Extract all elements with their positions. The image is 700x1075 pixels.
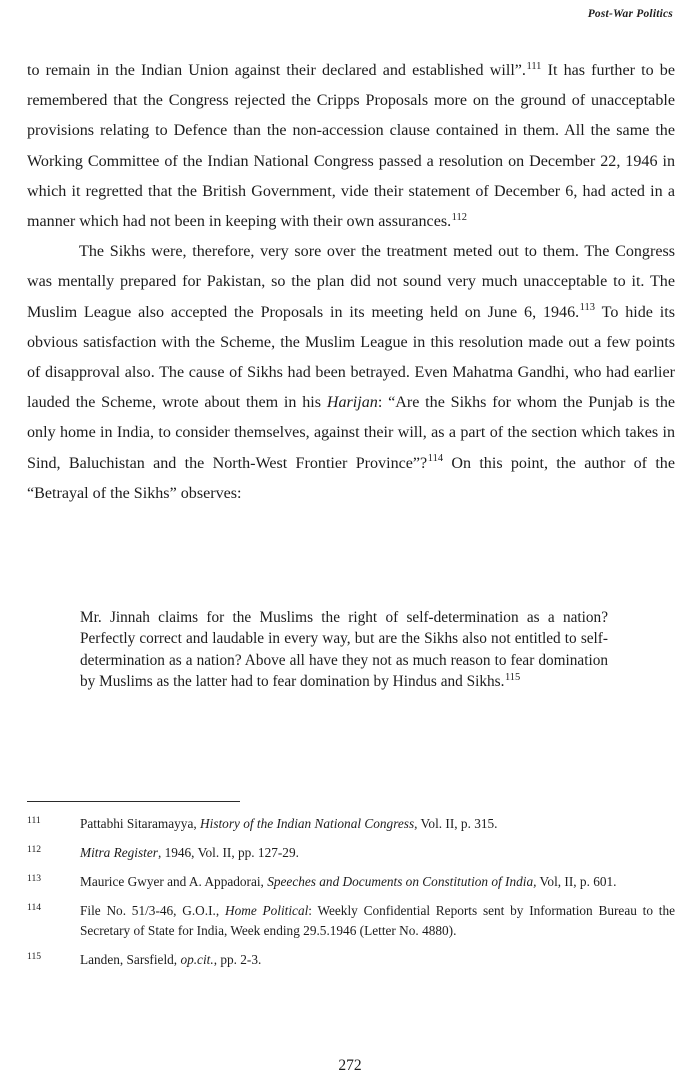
footnote-number: 115 [27, 950, 42, 962]
footnote-entry [27, 950, 675, 970]
block-quotation [80, 607, 608, 693]
footnote-reference: 111 [526, 60, 542, 72]
page-number: 272 [338, 1057, 362, 1074]
footnote-number: 111 [27, 815, 41, 826]
footnote-number: 113 [27, 873, 42, 885]
footnote-entry [27, 872, 675, 892]
running-head: Post-War Politics [587, 8, 673, 20]
footnote-text: Mitra Register, 1946, Vol. II, pp. 127-29. [80, 845, 299, 861]
footnote-reference: 113 [579, 302, 596, 314]
footnote-number: 114 [27, 902, 42, 914]
footnote-reference: 112 [451, 211, 468, 223]
footnotes-region [27, 814, 675, 970]
footnote-entry [27, 814, 675, 834]
paragraph: to remain in the Indian Union against their declared and established will”.$^{111}$ It has further to be remembered that the Congress rejected the Cripps Proposals more on the ground of unacceptable provisions relating to Defence than the non-accession clause contained in them. All the same the Working Committee of the Indian National Congress passed a resolution on December 22, 1946 in which it regretted that the British Government, vide their statement of December 6, had acted in a manner which had not been in keeping with their own assurances.$^{112}$ [27, 60, 675, 231]
footnote-reference: 115 [504, 672, 521, 684]
footnote-number: 112 [27, 844, 42, 856]
body-text-region [27, 56, 675, 509]
footnote-entry [27, 843, 675, 863]
footnote-text: Landen, Sarsfield, op.cit., pp. 2-3. [80, 951, 262, 967]
italic-title: History of the Indian National Congress [200, 816, 415, 831]
italic-title: Speeches and Documents on Constitution of India, [267, 874, 537, 890]
footnote-entry [27, 901, 675, 940]
footnote-reference: 114 [427, 453, 444, 465]
footnote-text: Maurice Gwyer and A. Appadorai, Speeches and Documents on Constitution of India, Vol, II, p. 601. [80, 874, 617, 890]
italic-title: Home Political [224, 903, 309, 919]
blockquote-text: Mr. Jinnah claims for the Muslims the right of self-determination as a nation? Perfectly correct and laudable in every way, but are the Sikhs also not entitled to self-determination as a nation? Above all have they not as much reason to fear domination by Muslims as the latter had to fear domination by Hindus and Sikhs.$^{115}$ [80, 609, 608, 691]
footnote-separator-rule [27, 801, 240, 802]
italic-title: op.cit. [180, 951, 214, 967]
footnote-text: Pattabhi Sitaramayya, History of the Indian National Congress, Vol. II, p. 315. [80, 816, 498, 831]
italic-title: Mitra Register [80, 845, 158, 861]
paragraph: The Sikhs were, therefore, very sore over the treatment meted out to them. The Congress was mentally prepared for Pakistan, so the plan did not sound very much unacceptable to it. The Muslim League also accepted the Proposals in its meeting held on June 6, 1946.$^{113}$ To hide its obvious satisfaction with the Scheme, the Muslim League in this resolution made out a few points of disapproval also. The cause of Sikhs had been betrayed. Even Mahatma Gandhi, who had earlier lauded the Scheme, wrote about them in his Harijan: “Are the Sikhs for whom the Punjab is the only home in India, to consider themselves, against their will, as a part of the section which takes in Sind, Baluchistan and the North-West Frontier Province”?$^{114}$ On this point, the author of the “Betrayal of the Sikhs” observes: [27, 243, 676, 502]
footnote-text: File No. 51/3-46, G.O.I., Home Political: Weekly Confidential Reports sent by Information Bureau to the Secretary of State for India, Week ending 29.5.1946 (Letter No. 4880). [80, 903, 676, 938]
italic-title: Harijan [326, 394, 378, 412]
